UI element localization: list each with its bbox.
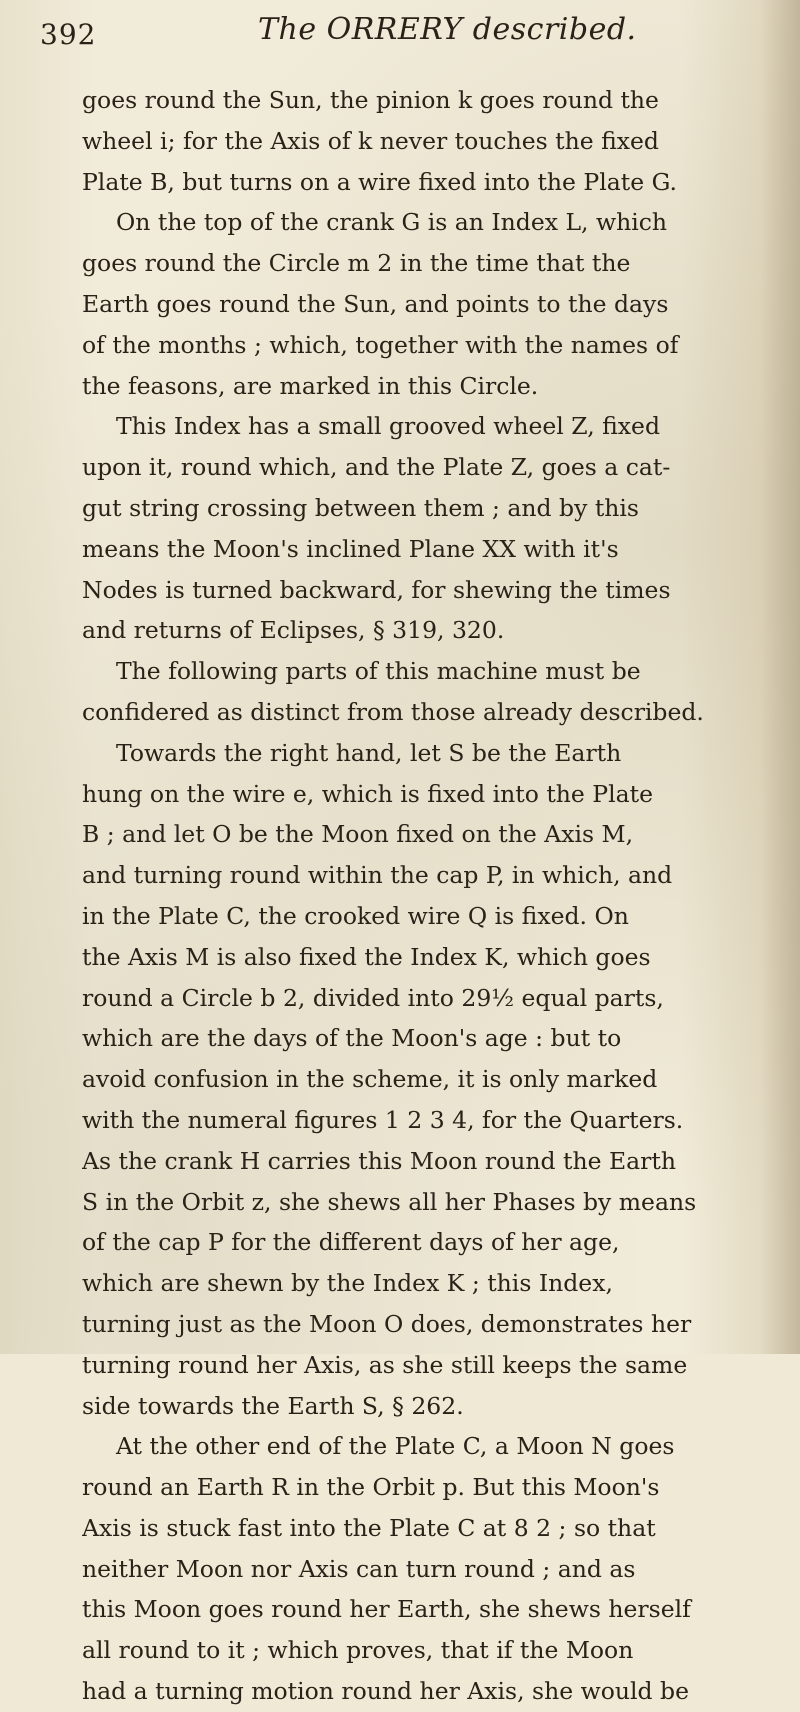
bottom-margin (0, 1260, 800, 1354)
text-line: round an Earth R in the Orbit p. But this Moon's (82, 1473, 660, 1502)
text-line: neither Moon nor Axis can turn round ; and as (82, 1554, 636, 1583)
text-line: and returns of Eclipses, § 319, 320. (82, 616, 505, 645)
text-line: which are shewn by the Index K ; this Index, (82, 1269, 613, 1298)
text-line: turning just as the Moon O does, demonstrates her (82, 1309, 692, 1338)
text-line: Plate B, but turns on a wire fixed into the Plate G. (82, 167, 677, 196)
text-line: this Moon goes round her Earth, she shews herself (82, 1595, 691, 1624)
text-line: Axis is stuck fast into the Plate C at 8 2 ; so that (82, 1513, 656, 1542)
text-line: means the Moon's inclined Plane XX with it's (82, 534, 619, 563)
text-line: of the cap P for the different days of her age, (82, 1228, 620, 1257)
text-line: with the numeral figures 1 2 3 4, for the Quarters. (82, 1105, 684, 1134)
text-line: gut string crossing between them ; and by this (82, 493, 639, 522)
text-line: had a turning motion round her Axis, she would be (82, 1677, 689, 1706)
text-line: avoid confusion in the scheme, it is only marked (82, 1065, 658, 1094)
text-line: confidered as distinct from those already described. (82, 697, 704, 726)
text-line: The following parts of this machine must be (116, 657, 641, 686)
text-line: in the Plate C, the crooked wire Q is fixed. On (82, 901, 629, 930)
text-line: of the months ; which, together with the names of (82, 330, 679, 359)
text-line: As the crank H carries this Moon round the Earth (82, 1146, 676, 1175)
text-line: the feasons, are marked in this Circle. (82, 371, 539, 400)
text-line: which are the days of the Moon's age : but to (82, 1024, 622, 1053)
text-line: and turning round within the cap P, in which, and (82, 861, 673, 890)
text-line: turning round her Axis, as she still keeps the same (82, 1350, 688, 1379)
text-line: At the other end of the Plate C, a Moon N goes (116, 1432, 675, 1461)
text-line: goes round the Circle m 2 in the time that the (82, 249, 631, 278)
text-line: wheel i; for the Axis of k never touches the fixed (82, 126, 659, 155)
body-text (82, 80, 782, 1712)
text-line: On the top of the crank G is an Index L, which (116, 208, 668, 237)
text-line: This Index has a small grooved wheel Z, fixed (116, 412, 661, 441)
text-line: goes round the Sun, the pinion k goes round the (82, 86, 659, 114)
page-number: 392 (40, 18, 97, 51)
text-line: hung on the wire e, which is fixed into the Plate (82, 779, 653, 808)
text-line: round a Circle b 2, divided into 29½ equal parts, (82, 983, 664, 1012)
text-line: the Axis M is also fixed the Index K, which goes (82, 942, 651, 971)
text-line: Towards the right hand, let S be the Earth (116, 738, 622, 767)
running-head: The ORRERY described. (258, 12, 637, 47)
text-line: Nodes is turned backward, for shewing the times (82, 575, 671, 604)
text-line: Earth goes round the Sun, and points to the days (82, 289, 669, 318)
text-line: side towards the Earth S, § 262. (82, 1391, 464, 1420)
text-line: all round to it ; which proves, that if the Moon (82, 1636, 634, 1665)
text-line: S in the Orbit z, she shews all her Phases by means (82, 1187, 697, 1216)
text-line: B ; and let O be the Moon fixed on the Axis M, (82, 820, 634, 849)
text-line: upon it, round which, and the Plate Z, goes a cat- (82, 453, 671, 482)
